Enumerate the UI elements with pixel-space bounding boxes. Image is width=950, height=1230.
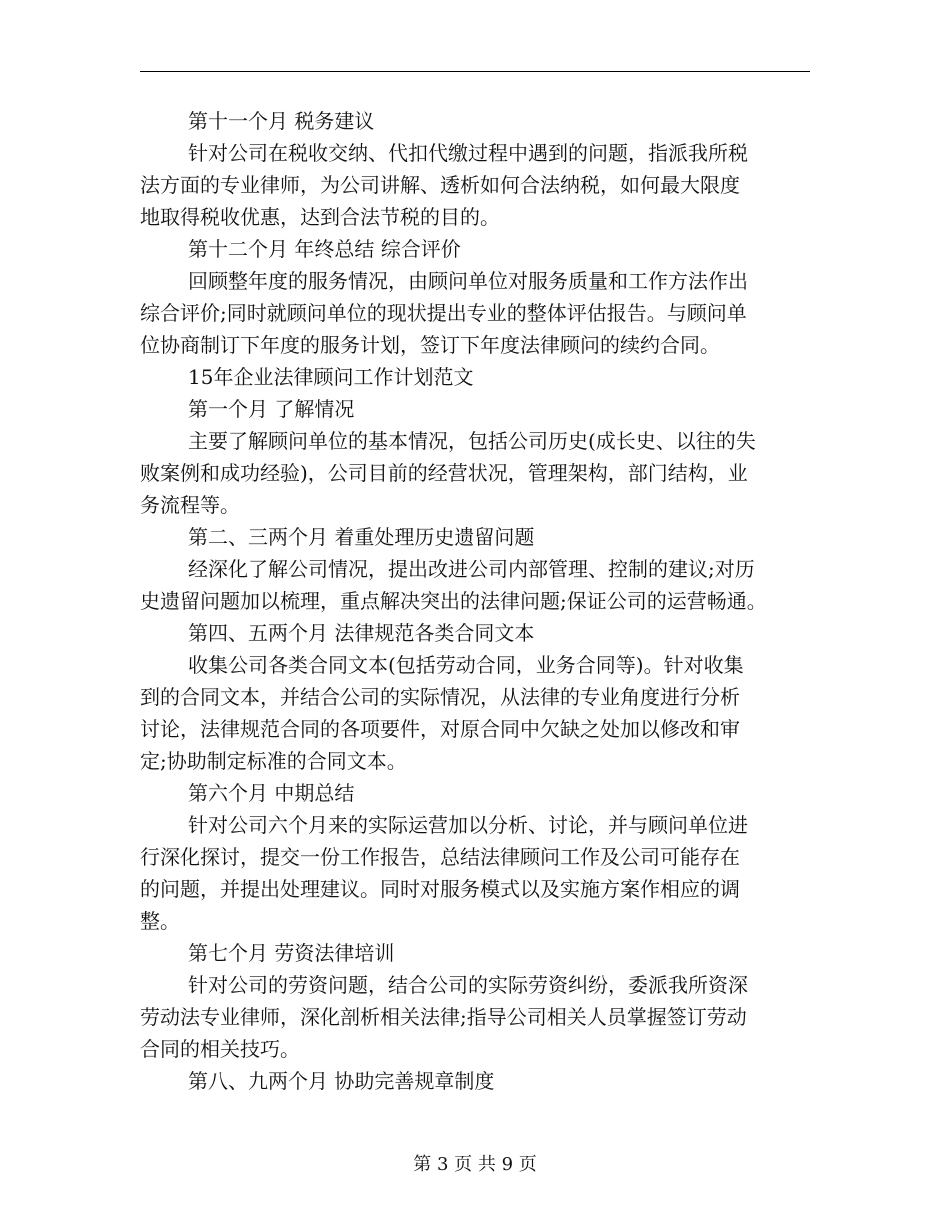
paragraph-line-indented: 针对公司在税收交纳、代扣代缴过程中遇到的问题，指派我所税 [188, 141, 748, 165]
paragraph-line-indented: 回顾整年度的服务情况，由顾问单位对服务质量和工作方法作出 [188, 269, 748, 293]
paragraph-line: 败案例和成功经验)，公司目前的经营状况，管理架构，部门结构，业 [140, 461, 748, 485]
paragraph-line-indented: 经深化了解公司情况，提出改进公司内部管理、控制的建议;对历 [188, 557, 755, 581]
paragraph-line-indented: 第十一个月 税务建议 [188, 109, 375, 133]
paragraph-line-indented: 第六个月 中期总结 [188, 781, 355, 805]
paragraph-line-indented: 第十二个月 年终总结 综合评价 [188, 237, 461, 261]
paragraph-line: 地取得税收优惠，达到合法节税的目的。 [140, 205, 500, 229]
paragraph-line-indented: 收集公司各类合同文本(包括劳动合同，业务合同等)。针对收集 [188, 653, 744, 677]
paragraph-line-indented: 第八、九两个月 协助完善规章制度 [188, 1069, 495, 1093]
document-body [140, 105, 810, 1097]
paragraph-line-indented: 第七个月 劳资法律培训 [188, 941, 395, 965]
paragraph-line: 整。 [140, 909, 180, 933]
paragraph-line-indented: 15年企业法律顾问工作计划范文 [188, 365, 474, 389]
paragraph-line-indented: 主要了解顾问单位的基本情况，包括公司历史(成长史、以往的失 [188, 429, 756, 453]
paragraph-line: 定;协助制定标准的合同文本。 [140, 749, 407, 773]
page-number-footer: 第 3 页 共 9 页 [413, 1154, 537, 1175]
paragraph-line: 法方面的专业律师，为公司讲解、透析如何合法纳税，如何最大限度 [140, 173, 740, 197]
paragraph-line-indented: 针对公司的劳资问题，结合公司的实际劳资纠纷，委派我所资深 [188, 973, 748, 997]
paragraph-line-indented: 第二、三两个月 着重处理历史遗留问题 [188, 525, 535, 549]
paragraph-line-indented: 针对公司六个月来的实际运营加以分析、讨论，并与顾问单位进 [188, 813, 748, 837]
paragraph-line: 综合评价;同时就顾问单位的现状提出专业的整体评估报告。与顾问单 [140, 301, 747, 325]
paragraph-line-indented: 第一个月 了解情况 [188, 397, 355, 421]
paragraph-line: 行深化探讨，提交一份工作报告，总结法律顾问工作及公司可能存在 [140, 845, 740, 869]
paragraph-line-indented: 第四、五两个月 法律规范各类合同文本 [188, 621, 535, 645]
paragraph-line: 务流程等。 [140, 493, 240, 517]
paragraph-line: 讨论，法律规范合同的各项要件，对原合同中欠缺之处加以修改和审 [140, 717, 740, 741]
paragraph-line: 位协商制订下年度的服务计划，签订下年度法律顾问的续约合同。 [140, 333, 720, 357]
paragraph-line: 合同的相关技巧。 [140, 1037, 300, 1061]
paragraph-line: 的问题，并提出处理建议。同时对服务模式以及实施方案作相应的调 [140, 877, 740, 901]
paragraph-line: 到的合同文本，并结合公司的实际情况，从法律的专业角度进行分析 [140, 685, 740, 709]
header-rule [140, 71, 810, 72]
paragraph-line: 劳动法专业律师，深化剖析相关法律;指导公司相关人员掌握签订劳动 [140, 1005, 747, 1029]
paragraph-line: 史遗留问题加以梳理，重点解决突出的法律问题;保证公司的运营畅通。 [140, 589, 767, 613]
